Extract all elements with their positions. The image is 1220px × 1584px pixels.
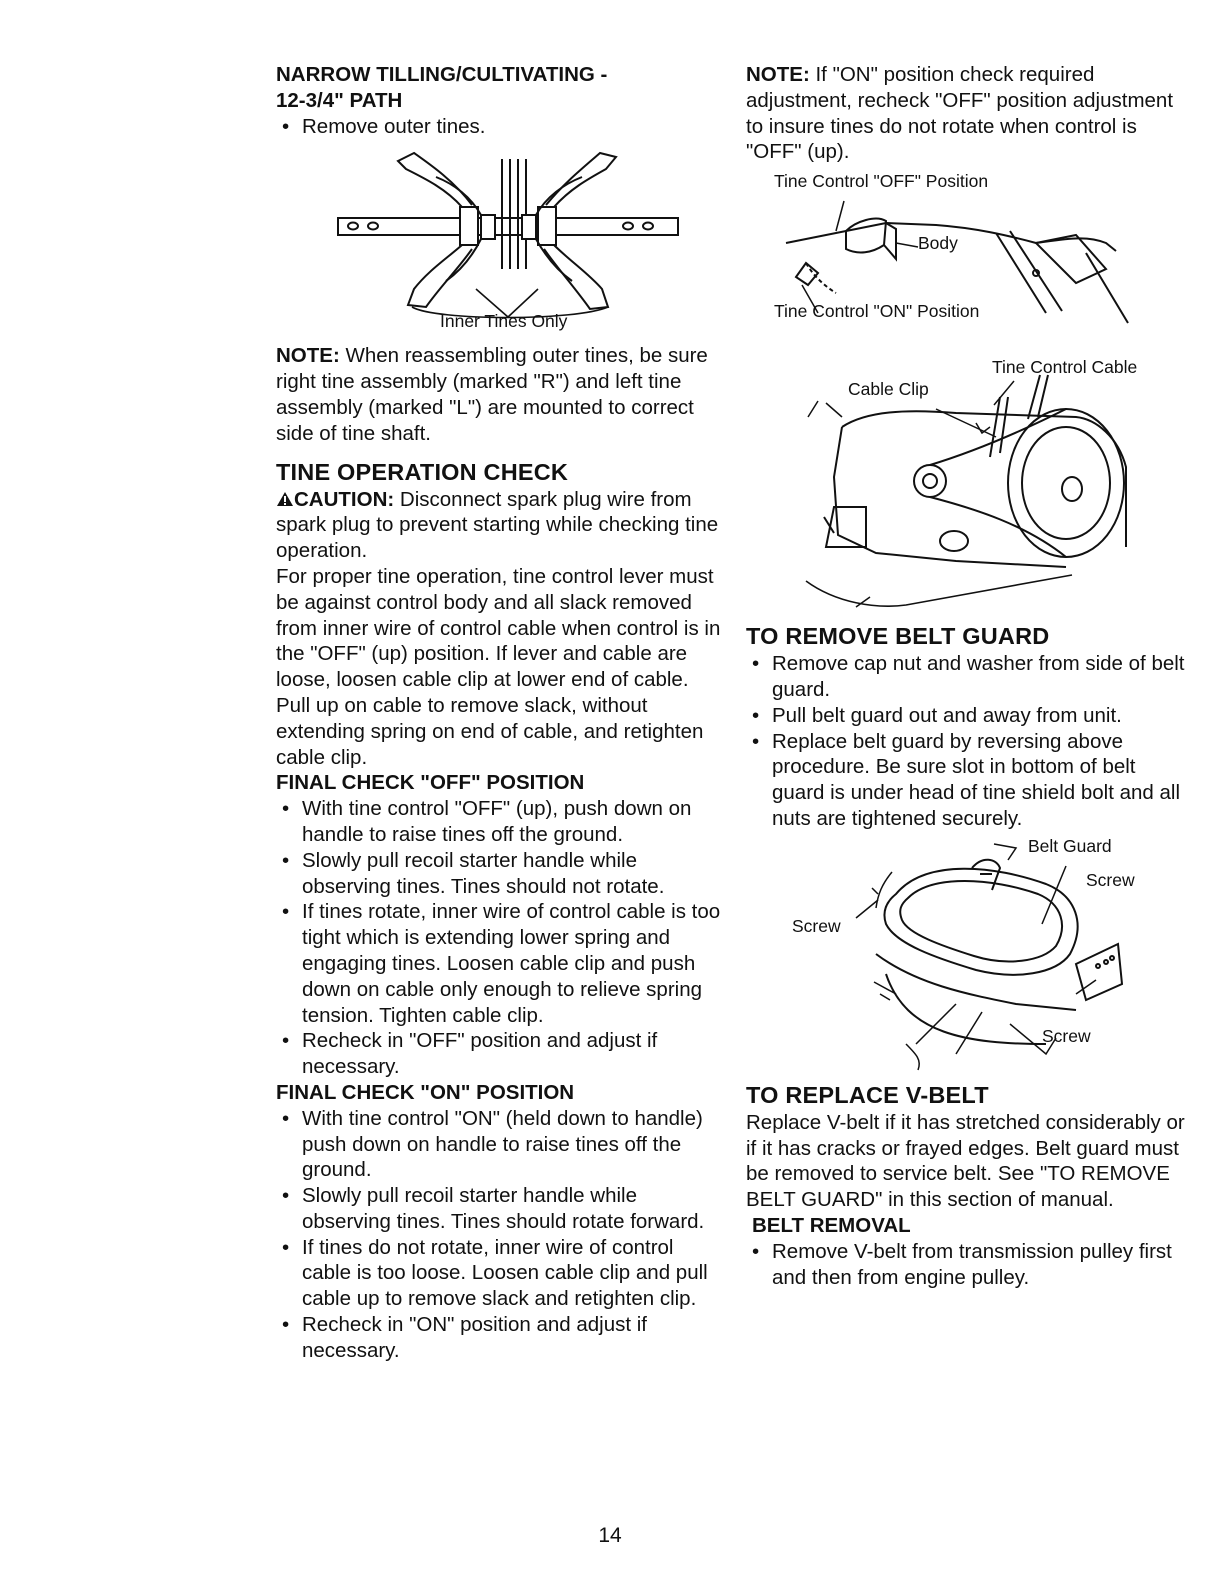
narrow-tilling-path: 12-3/4" PATH [276, 88, 403, 112]
caution-paragraph: CAUTION: Disconnect spark plug wire from spark plug to prevent starting while checking tine operation. [276, 487, 719, 563]
tine-control-diagram [746, 173, 1186, 351]
list-item: • Pull belt guard out and away from unit. [746, 703, 1186, 729]
warning-icon [276, 488, 294, 504]
belt-removal-heading: BELT REMOVAL [752, 1213, 911, 1237]
tine-control-off-label: Tine Control "OFF" Position [774, 171, 989, 192]
list-item: • With tine control "ON" (held down to handle) push down on handle to raise tines off the ground. [276, 1106, 726, 1183]
list-item: • Remove V-belt from transmission pulley first and then from engine pulley. [746, 1239, 1186, 1291]
page-number: 14 [598, 1524, 622, 1547]
right-column [746, 62, 1186, 1290]
narrow-tilling-title: NARROW TILLING/CULTIVATING - [276, 63, 608, 86]
inner-tines-label: Inner Tines Only [440, 311, 568, 332]
note-recheck: NOTE: If "ON" position check required adjustment, recheck "OFF" position adjustment to insure tines do not rotate when control is "OFF" (up). [746, 63, 1174, 164]
belt-removal-list [746, 1239, 1186, 1291]
body-label: Body [918, 233, 958, 254]
belt-guard-figure [746, 834, 1186, 1074]
list-item: • Slowly pull recoil starter handle while observing tines. Tines should not rotate. [276, 848, 726, 900]
final-check-on-heading: FINAL CHECK "ON" POSITION [276, 1080, 575, 1104]
replace-vbelt-heading: TO REPLACE V-BELT [746, 1081, 989, 1108]
remove-belt-guard-list [746, 651, 1186, 832]
remove-belt-guard-heading: TO REMOVE BELT GUARD [746, 623, 1050, 650]
note-reassembling: NOTE: When reassembling outer tines, be sure right tine assembly (marked "R") and left tine assembly (marked "L") are mounted to correct side of tine shaft. [276, 344, 708, 445]
cable-clip-diagram [746, 357, 1186, 619]
belt-guard-label: Belt Guard [1028, 835, 1112, 856]
cable-clip-label: Cable Clip [848, 379, 929, 400]
screw-bottom-label: Screw [1042, 1025, 1091, 1046]
list-item: • Slowly pull recoil starter handle while observing tines. Tines should rotate forward. [276, 1183, 726, 1235]
list-item: • If tines do not rotate, inner wire of control cable is too loose. Loosen cable clip and pull cable up to remove slack and retighten clip. [276, 1235, 726, 1312]
proper-operation-paragraph: For proper tine operation, tine control lever must be against control body and all slack removed from inner wire of control cable when control is in the "OFF" (up) position. If lever and cable are loose, loosen cable clip at lower end of cable. Pull up on cable to remove slack, without extending spring on end of cable, and retighten cable clip. [276, 564, 721, 769]
tine-control-on-label: Tine Control "ON" Position [774, 301, 980, 322]
tine-operation-heading: TINE OPERATION CHECK [276, 458, 569, 485]
tine-control-cable-label: Tine Control Cable [992, 357, 1138, 378]
inner-tines-figure [276, 139, 726, 339]
replace-vbelt-paragraph: Replace V-belt if it has stretched considerably or if it has cracks or frayed edges. Belt guard must be removed to service belt. See "TO REMOVE BELT GUARD" in this section of manual. [746, 1110, 1185, 1212]
left-column [276, 62, 726, 1364]
list-item: • Recheck in "OFF" position and adjust if necessary. [276, 1028, 726, 1080]
list-item: • Remove outer tines. [276, 114, 726, 140]
tines-diagram [276, 139, 726, 339]
narrow-tilling-list [276, 114, 726, 140]
list-item: • Remove cap nut and washer from side of belt guard. [746, 651, 1186, 703]
final-check-on-list [276, 1106, 726, 1364]
final-check-off-list [276, 796, 726, 1080]
list-item: • With tine control "OFF" (up), push down on handle to raise tines off the ground. [276, 796, 726, 848]
screw-right-label: Screw [1086, 869, 1135, 890]
list-item: • If tines rotate, inner wire of control cable is too tight which is extending lower spring and engaging tines. Loosen cable clip and push down on cable only enough to relieve spring tension. Tighten cable clip. [276, 899, 726, 1028]
cable-clip-figure [746, 357, 1186, 619]
list-item: • Recheck in "ON" position and adjust if necessary. [276, 1312, 726, 1364]
screw-left-label: Screw [792, 915, 841, 936]
final-check-off-heading: FINAL CHECK "OFF" POSITION [276, 771, 585, 795]
list-item: • Replace belt guard by reversing above procedure. Be sure slot in bottom of belt guard is under head of tine shield bolt and all nuts are tightened securely. [746, 729, 1186, 832]
tine-control-figure [746, 173, 1186, 351]
